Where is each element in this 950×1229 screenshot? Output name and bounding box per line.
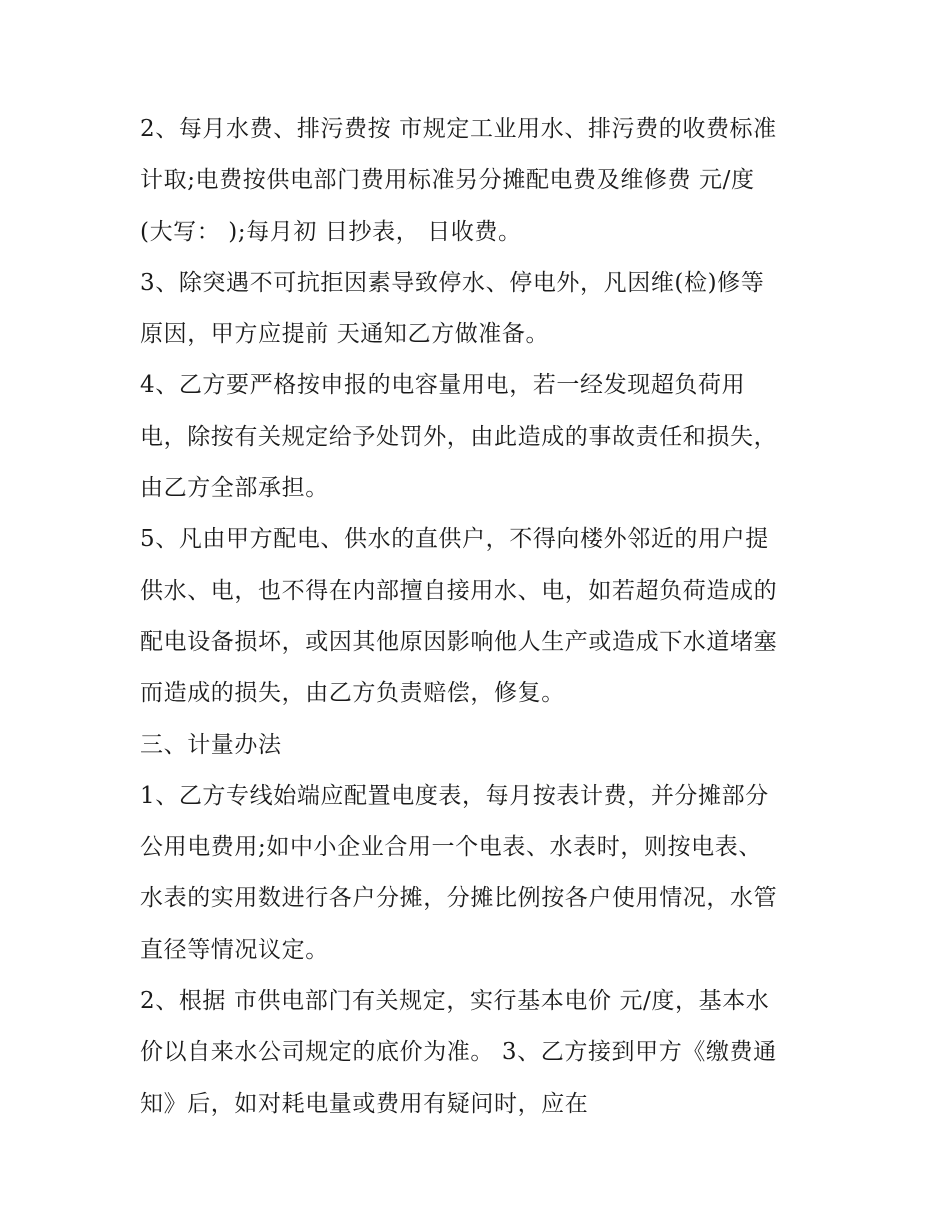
text-line: 配电设备损坏，或因其他原因影响他人生产或造成下水道堵塞 (140, 628, 778, 655)
text-line: 水表的实用数进行各户分摊，分摊比例按各户使用情况，水管 (140, 885, 778, 912)
text-line: 供水、电，也不得在内部擅自接用水、电，如若超负荷造成的 (140, 577, 778, 604)
text-line: 公用电费用;如中小企业合用一个电表、水表时，则按电表、 (140, 834, 762, 861)
text-line: 2、每月水费、排污费按 市规定工业用水、排污费的收费标准 (140, 116, 777, 142)
text-line: 4、乙方要严格按申报的电容量用电，若一经发现超负荷用 (140, 372, 746, 399)
text-line: 知》后，如对耗电量或费用有疑问时，应在 (140, 1090, 589, 1117)
text-line: (大写： );每月初 日抄表， 日收费。 (140, 218, 522, 245)
text-line: 直径等情况议定。 (140, 936, 329, 963)
text-line: 由乙方全部承担。 (140, 475, 329, 502)
text-line: 2、根据 市供电部门有关规定，实行基本电价 元/度，基本水 (140, 988, 770, 1015)
text-line: 原因，甲方应提前 天通知乙方做准备。 (140, 321, 550, 348)
text-line: 价以自来水公司规定的底价为准。 3、乙方接到甲方《缴费通 (140, 1039, 777, 1066)
text-line: 计取;电费按供电部门费用标准另分摊配电费及维修费 元/度 (140, 167, 755, 194)
text-line: 1、乙方专线始端应配置电度表，每月按表计费，并分摊部分 (140, 782, 769, 809)
document-body (140, 104, 820, 1130)
text-line: 电，除按有关规定给予处罚外，由此造成的事故责任和损失， (140, 423, 778, 450)
text-line: 而造成的损失，由乙方负责赔偿，修复。 (140, 680, 565, 707)
text-line: 3、除突遇不可抗拒因素导致停水、停电外，凡因维(检)修等 (140, 269, 765, 296)
text-line: 5、凡由甲方配电、供水的直供户，不得向楼外邻近的用户提 (140, 526, 769, 553)
section-heading: 三、计量办法 (140, 731, 282, 758)
